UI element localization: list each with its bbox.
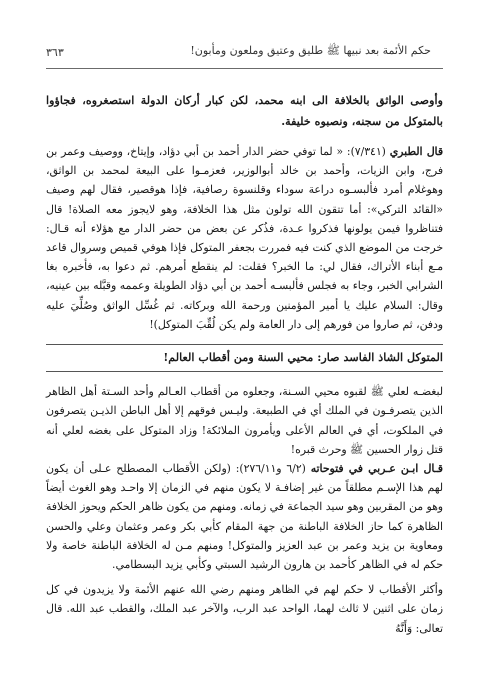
- tabari-reference: (٧/٣٤١): «: [336, 145, 386, 158]
- section-heading: [46, 344, 443, 372]
- header-rule: [46, 68, 443, 69]
- ibn-arabi-paragraph: [46, 459, 443, 574]
- running-header: [46, 44, 431, 60]
- ibn-arabi-quote: (ولكن الأقطاب المصطلح عـلى أن يكون لهم هذا الإسـم مطلقاً من غير إضافـة لا يكون منهم في الزمان إلا واحـد وهو الغوث أيضاً وهو من المقربين وهو سيد الجماعة في زمانه. ومنهم من يكون ظاهر الحكم ويحوز الخلافة الظاهرة كما حاز الخلافة الباطنة من جهة المقام كأبي بكر وعمر وعثمان وعلي والحسن ومعاوية بن يزيد وعمر بن عبد العزيز والمتوكل! ومنهم مـن له الخلافة الباطنة خاصة ولا حكم له في الظاهر كأحمد بن هارون الرشيد السبتي وكأبي يزيد البسطامي.: [46, 462, 443, 572]
- tabari-label: قال الطبري: [389, 145, 443, 158]
- ibn-arabi-reference: (٦/٢ و٢٧٦/١١):: [230, 462, 306, 476]
- page-number: ٣٦٣: [46, 45, 64, 59]
- tabari-paragraph: [46, 142, 443, 334]
- tabari-quote: لما توفي حضر الدار أحمد بن أبي دؤاد، وإيتاخ، ووصيف وعمر بن فرج، وابن الزيات، وأحمد بن خالد أبوالوزير، فعزمـوا على البيعة لمحمد بن الواثق، وهوغلام أمرد فألبسـوه دراعة سوداء وقلنسوة رصافية، فإذا هوقصير، فقال لهم وصيف «القائد التركي»: أما تتقون الله تولون مثل هذا الخلافة، وهو لايجوز معه الصلاة! قال فتناظروا فيمن يولونها فذكروا عـدة، فذُكر عن بعض من حضر الدار مع هؤلاء أنه قـال: خرجت من الموضع الذي كنت فيه فمررت بجعفر المتوكل فإذا هوفي قميص وسروال قاعد مـع أبناء الأتراك، فقال لي: ما الخبر؟ فقلت: لم ينقطع أمرهم. ثم دعوا به، فأخبره بغا الشرابي الخبر، وجاء به فجلس فألبسـه أحمد بن أبي دؤاد الطويلة وعممه وقبَّله بين عينيه، وقال: السلام عليك يا أمير المؤمنين ورحمة الله وبركاته. ثم غُسِّل الواثق وصُلِّيَ عليه ودفن، ثم صاروا من فورهم إلى دار العامة ولم يكن لُقِّبَ المتوكل)!: [46, 145, 443, 331]
- running-title: حكم الأئمة بعد نبيها ﷺ طليق وعتيق وملعون ومأبون!: [190, 44, 431, 57]
- section-heading-text: المتوكل الشاذ الفاسد صار: محيي السنة ومن أقطاب العالم!: [163, 350, 443, 365]
- page-body: [46, 90, 443, 638]
- qutb-paragraph: لبغضـه لعلي ﷺ لقبوه محيي السـنة، وجعلوه من أقطاب العـالم وأحد السـتة أهل الظاهر الذين يتصرفـون في الملك أي في الطبيعة. وليـس فوقهم إلا أهل الباطن الذيـن يتصرفون في الملكوت، أي في العالم الأعلى ويأمرون الملائكة! وزاد المتوكل على بغضه لعلي أنه قتل زوار الحسين ﷺ وحرث قبره!: [46, 385, 443, 456]
- ibn-arabi-label: قـال ابـن عـربي في فتوحاته: [310, 462, 443, 476]
- aqtab-paragraph: وأكثر الأقطاب لا حكم لهم في الظاهر ومنهم رضي الله عنهم الأئمة ولا يزيدون في كل زمان على اثنين لا ثالث لهما، الواحد عبد الرب، والآخر عبد الملك، والقطب عبد الله. قال تعالى: وَأَنَّهُ: [46, 583, 443, 635]
- intro-paragraph: وأوصى الواثق بالخلافة الى ابنه محمد، لكن كبار أركان الدولة استصغروه، فجاؤوا بالمتوكل من سجنه، ونصبوه خليفة.: [46, 93, 443, 128]
